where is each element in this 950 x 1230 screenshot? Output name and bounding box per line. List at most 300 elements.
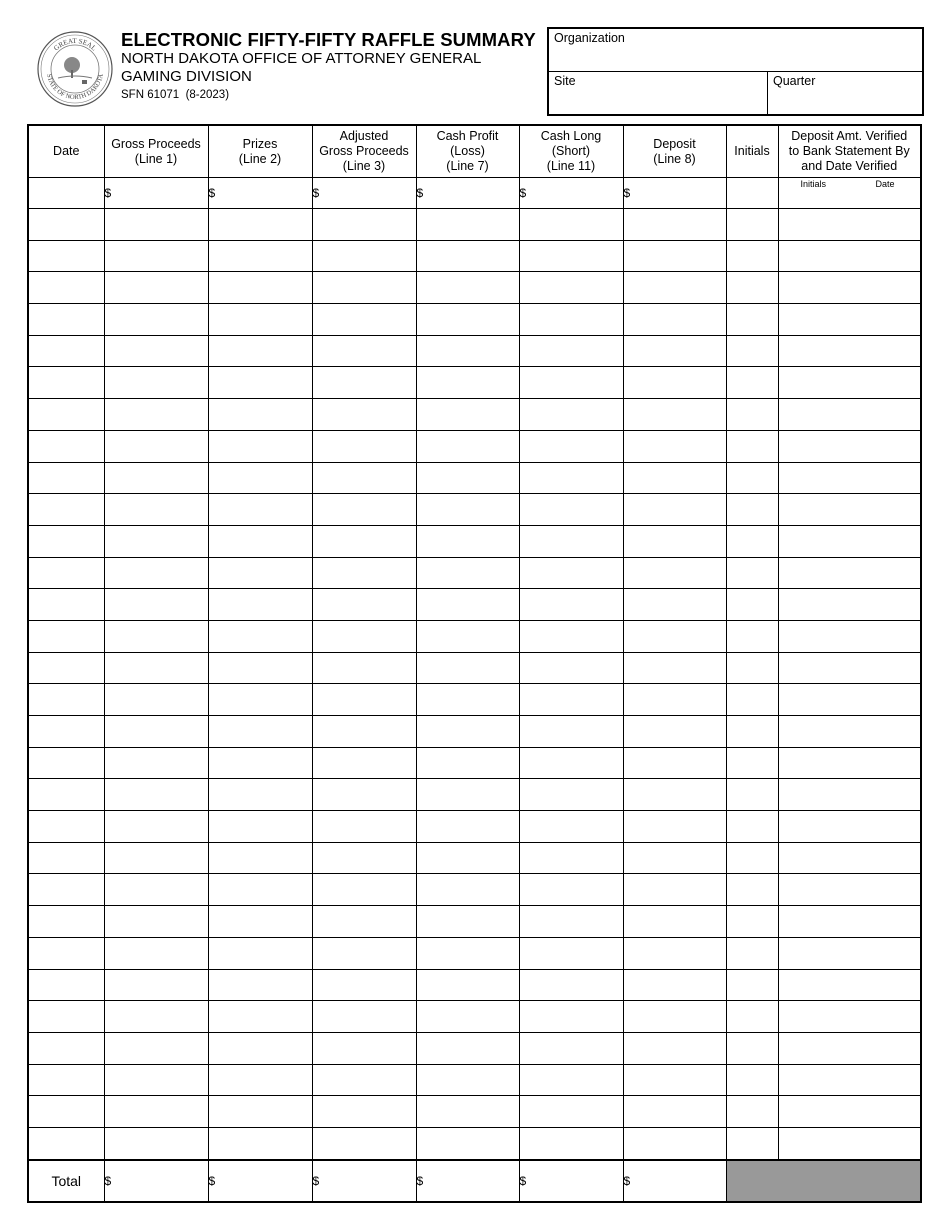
- cell-prizes[interactable]: [208, 430, 312, 462]
- column-header-deposit: [623, 125, 726, 178]
- cell-deposit-verified[interactable]: [778, 684, 921, 716]
- cell-deposit-verified[interactable]: [778, 304, 921, 336]
- cell-cash-profit-loss[interactable]: [416, 367, 519, 399]
- cell-prizes[interactable]: [208, 747, 312, 779]
- cell-date[interactable]: [28, 1001, 104, 1033]
- cell-gross-proceeds[interactable]: [104, 462, 208, 494]
- cell-deposit-verified[interactable]: [778, 240, 921, 272]
- cell-prizes[interactable]: [208, 1096, 312, 1128]
- cell-cash-profit-loss[interactable]: [416, 304, 519, 336]
- cell-initials[interactable]: [726, 335, 778, 367]
- cell-date[interactable]: [28, 335, 104, 367]
- cell-date[interactable]: [28, 842, 104, 874]
- cell-deposit-verified[interactable]: [778, 1001, 921, 1033]
- cell-deposit-verified[interactable]: [778, 399, 921, 431]
- cell-cash-profit-loss[interactable]: [416, 272, 519, 304]
- cell-gross-proceeds[interactable]: [104, 1064, 208, 1096]
- cell-prizes[interactable]: [208, 209, 312, 241]
- cell-initials[interactable]: [726, 1064, 778, 1096]
- cell-date[interactable]: [28, 747, 104, 779]
- cell-initials[interactable]: [726, 1032, 778, 1064]
- cell-deposit-verified[interactable]: [778, 589, 921, 621]
- cell-prizes[interactable]: [208, 494, 312, 526]
- cell-prizes[interactable]: [208, 652, 312, 684]
- cell-deposit[interactable]: [623, 937, 726, 969]
- cell-prizes[interactable]: [208, 874, 312, 906]
- cell-deposit[interactable]: [623, 525, 726, 557]
- cell-deposit[interactable]: [623, 652, 726, 684]
- cell-gross-proceeds[interactable]: [104, 272, 208, 304]
- shaded-total-cell: [726, 1160, 921, 1202]
- cell-prizes[interactable]: [208, 525, 312, 557]
- cell-initials[interactable]: [726, 684, 778, 716]
- cell-initials[interactable]: [726, 1096, 778, 1128]
- cell-adjusted-gross-proceeds[interactable]: [312, 937, 416, 969]
- cell-initials[interactable]: [726, 779, 778, 811]
- cell-initials[interactable]: [726, 367, 778, 399]
- cell-cash-long-short[interactable]: [519, 906, 623, 938]
- cell-initials[interactable]: [726, 1001, 778, 1033]
- cell-prizes[interactable]: [208, 335, 312, 367]
- cell-cash-profit-loss[interactable]: [416, 494, 519, 526]
- cell-cash-long-short[interactable]: [519, 779, 623, 811]
- cell-cash-long-short[interactable]: [519, 842, 623, 874]
- cell-prizes[interactable]: [208, 240, 312, 272]
- cell-initials[interactable]: [726, 462, 778, 494]
- cell-prizes[interactable]: [208, 1127, 312, 1159]
- cell-cash-long-short[interactable]: [519, 462, 623, 494]
- cell-cash-long-short[interactable]: [519, 969, 623, 1001]
- cell-deposit-verified[interactable]: [778, 1032, 921, 1064]
- cell-date[interactable]: [28, 620, 104, 652]
- cell-gross-proceeds[interactable]: [104, 684, 208, 716]
- cell-adjusted-gross-proceeds[interactable]: [312, 399, 416, 431]
- cell-deposit[interactable]: [623, 494, 726, 526]
- cell-prizes[interactable]: [208, 811, 312, 843]
- cell-initials[interactable]: [726, 906, 778, 938]
- cell-deposit[interactable]: [623, 811, 726, 843]
- cell-cash-profit-loss[interactable]: [416, 937, 519, 969]
- cell-initials[interactable]: [726, 178, 778, 209]
- cell-deposit-verified[interactable]: [778, 272, 921, 304]
- site-field[interactable]: [549, 72, 768, 114]
- cell-deposit[interactable]: [623, 557, 726, 589]
- cell-cash-long-short[interactable]: [519, 304, 623, 336]
- cell-date[interactable]: [28, 494, 104, 526]
- cell-cash-profit-loss[interactable]: [416, 811, 519, 843]
- table-row: [28, 1064, 921, 1096]
- cell-cash-profit-loss[interactable]: [416, 335, 519, 367]
- cell-adjusted-gross-proceeds[interactable]: [312, 620, 416, 652]
- cell-cash-profit-loss[interactable]: [416, 589, 519, 621]
- cell-cash-profit-loss[interactable]: [416, 1001, 519, 1033]
- cell-initials[interactable]: [726, 494, 778, 526]
- cell-gross-proceeds[interactable]: [104, 842, 208, 874]
- cell-cash-long-short[interactable]: [519, 874, 623, 906]
- cell-cash-long-short[interactable]: [519, 684, 623, 716]
- cell-adjusted-gross-proceeds[interactable]: [312, 716, 416, 748]
- cell-adjusted-gross-proceeds[interactable]: [312, 589, 416, 621]
- cell-date[interactable]: [28, 1064, 104, 1096]
- site-label: Site: [554, 74, 576, 88]
- cell-cash-long-short[interactable]: [519, 652, 623, 684]
- cell-initials[interactable]: [726, 811, 778, 843]
- cell-gross-proceeds[interactable]: [104, 652, 208, 684]
- cell-date[interactable]: [28, 779, 104, 811]
- cell-deposit[interactable]: [623, 209, 726, 241]
- cell-adjusted-gross-proceeds[interactable]: [312, 557, 416, 589]
- cell-deposit-verified[interactable]: [778, 937, 921, 969]
- cell-adjusted-gross-proceeds[interactable]: [312, 1096, 416, 1128]
- cell-initials[interactable]: [726, 747, 778, 779]
- total-prizes[interactable]: $: [208, 1160, 312, 1202]
- cell-deposit[interactable]: [623, 684, 726, 716]
- cell-deposit[interactable]: [623, 1001, 726, 1033]
- cell-initials[interactable]: [726, 399, 778, 431]
- cell-prizes[interactable]: [208, 779, 312, 811]
- cell-initials[interactable]: [726, 430, 778, 462]
- cell-deposit[interactable]: $: [623, 178, 726, 209]
- column-header-text: (Line 1): [134, 151, 178, 166]
- cell-deposit-verified[interactable]: [778, 335, 921, 367]
- cell-prizes[interactable]: [208, 716, 312, 748]
- table-row: [28, 367, 921, 399]
- cell-cash-profit-loss[interactable]: $: [416, 178, 519, 209]
- cell-deposit-verified[interactable]: [778, 430, 921, 462]
- cell-adjusted-gross-proceeds[interactable]: [312, 367, 416, 399]
- cell-adjusted-gross-proceeds[interactable]: [312, 335, 416, 367]
- table-row: [28, 1096, 921, 1128]
- cell-prizes[interactable]: [208, 684, 312, 716]
- cell-deposit-verified[interactable]: [778, 969, 921, 1001]
- cell-cash-profit-loss[interactable]: [416, 399, 519, 431]
- cell-adjusted-gross-proceeds[interactable]: [312, 1032, 416, 1064]
- cell-date[interactable]: [28, 811, 104, 843]
- cell-cash-long-short[interactable]: [519, 367, 623, 399]
- cell-deposit-verified[interactable]: [778, 525, 921, 557]
- cell-gross-proceeds[interactable]: [104, 1096, 208, 1128]
- cell-prizes[interactable]: $: [208, 178, 312, 209]
- cell-deposit-verified[interactable]: [778, 716, 921, 748]
- cell-prizes[interactable]: [208, 842, 312, 874]
- cell-cash-long-short[interactable]: [519, 272, 623, 304]
- cell-cash-profit-loss[interactable]: [416, 209, 519, 241]
- cell-initials[interactable]: [726, 240, 778, 272]
- cell-cash-profit-loss[interactable]: [416, 1064, 519, 1096]
- cell-deposit[interactable]: [623, 462, 726, 494]
- cell-prizes[interactable]: [208, 1064, 312, 1096]
- cell-cash-profit-loss[interactable]: [416, 652, 519, 684]
- cell-deposit[interactable]: [623, 747, 726, 779]
- cell-deposit-verified[interactable]: [778, 178, 921, 209]
- cell-deposit-verified[interactable]: [778, 1127, 921, 1159]
- cell-adjusted-gross-proceeds[interactable]: [312, 906, 416, 938]
- cell-gross-proceeds[interactable]: [104, 430, 208, 462]
- cell-deposit-verified[interactable]: [778, 557, 921, 589]
- cell-deposit-verified[interactable]: [778, 842, 921, 874]
- cell-cash-profit-loss[interactable]: [416, 874, 519, 906]
- cell-prizes[interactable]: [208, 969, 312, 1001]
- cell-cash-profit-loss[interactable]: [416, 240, 519, 272]
- cell-cash-long-short[interactable]: [519, 937, 623, 969]
- cell-initials[interactable]: [726, 589, 778, 621]
- cell-gross-proceeds[interactable]: [104, 969, 208, 1001]
- cell-prizes[interactable]: [208, 589, 312, 621]
- cell-adjusted-gross-proceeds[interactable]: [312, 1064, 416, 1096]
- cell-cash-long-short[interactable]: $: [519, 178, 623, 209]
- cell-adjusted-gross-proceeds[interactable]: [312, 430, 416, 462]
- cell-initials[interactable]: [726, 209, 778, 241]
- cell-initials[interactable]: [726, 557, 778, 589]
- table-row: [28, 842, 921, 874]
- cell-cash-long-short[interactable]: [519, 716, 623, 748]
- cell-date[interactable]: [28, 557, 104, 589]
- cell-gross-proceeds[interactable]: [104, 304, 208, 336]
- cell-cash-profit-loss[interactable]: [416, 620, 519, 652]
- cell-deposit[interactable]: [623, 240, 726, 272]
- cell-gross-proceeds[interactable]: [104, 525, 208, 557]
- cell-cash-long-short[interactable]: [519, 209, 623, 241]
- total-adjusted-gross-proceeds[interactable]: $: [312, 1160, 416, 1202]
- cell-gross-proceeds[interactable]: [104, 335, 208, 367]
- cell-adjusted-gross-proceeds[interactable]: [312, 874, 416, 906]
- total-deposit[interactable]: $: [623, 1160, 726, 1202]
- cell-cash-long-short[interactable]: [519, 494, 623, 526]
- cell-adjusted-gross-proceeds[interactable]: [312, 462, 416, 494]
- cell-cash-profit-loss[interactable]: [416, 779, 519, 811]
- cell-prizes[interactable]: [208, 906, 312, 938]
- cell-deposit-verified[interactable]: [778, 874, 921, 906]
- cell-cash-long-short[interactable]: [519, 1127, 623, 1159]
- cell-deposit-verified[interactable]: [778, 779, 921, 811]
- organization-field[interactable]: [549, 29, 922, 72]
- cell-date[interactable]: [28, 652, 104, 684]
- cell-date[interactable]: [28, 399, 104, 431]
- cell-date[interactable]: [28, 525, 104, 557]
- cell-deposit[interactable]: [623, 335, 726, 367]
- cell-deposit[interactable]: [623, 1127, 726, 1159]
- cell-gross-proceeds[interactable]: [104, 557, 208, 589]
- cell-cash-long-short[interactable]: [519, 747, 623, 779]
- cell-date[interactable]: [28, 462, 104, 494]
- cell-cash-profit-loss[interactable]: [416, 842, 519, 874]
- cell-deposit[interactable]: [623, 842, 726, 874]
- cell-date[interactable]: [28, 304, 104, 336]
- cell-date[interactable]: [28, 209, 104, 241]
- total-cash-profit-loss[interactable]: $: [416, 1160, 519, 1202]
- cell-date[interactable]: [28, 716, 104, 748]
- cell-deposit[interactable]: [623, 874, 726, 906]
- cell-deposit-verified[interactable]: [778, 209, 921, 241]
- cell-deposit[interactable]: [623, 399, 726, 431]
- cell-cash-profit-loss[interactable]: [416, 430, 519, 462]
- cell-gross-proceeds[interactable]: [104, 240, 208, 272]
- cell-cash-profit-loss[interactable]: [416, 906, 519, 938]
- cell-prizes[interactable]: [208, 462, 312, 494]
- column-header-text: Cash Long: [540, 129, 602, 143]
- cell-deposit[interactable]: [623, 1032, 726, 1064]
- cell-deposit[interactable]: [623, 367, 726, 399]
- cell-gross-proceeds[interactable]: [104, 1001, 208, 1033]
- cell-cash-long-short[interactable]: [519, 557, 623, 589]
- cell-gross-proceeds[interactable]: [104, 779, 208, 811]
- cell-initials[interactable]: [726, 842, 778, 874]
- cell-deposit[interactable]: [623, 1064, 726, 1096]
- cell-gross-proceeds[interactable]: [104, 589, 208, 621]
- cell-gross-proceeds[interactable]: [104, 1032, 208, 1064]
- cell-adjusted-gross-proceeds[interactable]: [312, 842, 416, 874]
- cell-deposit[interactable]: [623, 906, 726, 938]
- cell-date[interactable]: [28, 367, 104, 399]
- cell-prizes[interactable]: [208, 937, 312, 969]
- cell-deposit-verified[interactable]: [778, 620, 921, 652]
- cell-deposit-verified[interactable]: [778, 652, 921, 684]
- cell-date[interactable]: [28, 874, 104, 906]
- cell-adjusted-gross-proceeds[interactable]: [312, 525, 416, 557]
- cell-cash-long-short[interactable]: [519, 1064, 623, 1096]
- cell-cash-profit-loss[interactable]: [416, 557, 519, 589]
- cell-deposit-verified[interactable]: [778, 462, 921, 494]
- cell-cash-profit-loss[interactable]: [416, 1096, 519, 1128]
- cell-deposit[interactable]: [623, 1096, 726, 1128]
- cell-cash-long-short[interactable]: [519, 811, 623, 843]
- cell-adjusted-gross-proceeds[interactable]: [312, 209, 416, 241]
- cell-initials[interactable]: [726, 620, 778, 652]
- cell-deposit[interactable]: [623, 779, 726, 811]
- cell-deposit[interactable]: [623, 589, 726, 621]
- cell-initials[interactable]: [726, 716, 778, 748]
- cell-cash-long-short[interactable]: [519, 399, 623, 431]
- cell-initials[interactable]: [726, 304, 778, 336]
- column-header-text: Adjusted: [339, 129, 389, 143]
- cell-cash-long-short[interactable]: [519, 1096, 623, 1128]
- cell-cash-profit-loss[interactable]: [416, 716, 519, 748]
- cell-prizes[interactable]: [208, 1001, 312, 1033]
- cell-adjusted-gross-proceeds[interactable]: [312, 652, 416, 684]
- cell-cash-profit-loss[interactable]: [416, 525, 519, 557]
- total-cash-long-short[interactable]: $: [519, 1160, 623, 1202]
- cell-cash-profit-loss[interactable]: [416, 1032, 519, 1064]
- cell-initials[interactable]: [726, 874, 778, 906]
- cell-prizes[interactable]: [208, 1032, 312, 1064]
- cell-initials[interactable]: [726, 525, 778, 557]
- cell-deposit-verified[interactable]: [778, 811, 921, 843]
- cell-date[interactable]: [28, 1096, 104, 1128]
- cell-cash-profit-loss[interactable]: [416, 462, 519, 494]
- cell-cash-profit-loss[interactable]: [416, 747, 519, 779]
- cell-date[interactable]: [28, 1032, 104, 1064]
- cell-date[interactable]: [28, 906, 104, 938]
- cell-gross-proceeds[interactable]: [104, 811, 208, 843]
- cell-deposit[interactable]: [623, 272, 726, 304]
- cell-deposit[interactable]: [623, 716, 726, 748]
- cell-date[interactable]: [28, 240, 104, 272]
- cell-adjusted-gross-proceeds[interactable]: [312, 304, 416, 336]
- total-gross-proceeds[interactable]: $: [104, 1160, 208, 1202]
- quarter-field[interactable]: [768, 72, 922, 114]
- cell-adjusted-gross-proceeds[interactable]: [312, 1001, 416, 1033]
- cell-deposit-verified[interactable]: [778, 367, 921, 399]
- cell-cash-long-short[interactable]: [519, 335, 623, 367]
- cell-date[interactable]: [28, 178, 104, 209]
- cell-prizes[interactable]: [208, 304, 312, 336]
- cell-deposit[interactable]: [623, 430, 726, 462]
- cell-adjusted-gross-proceeds[interactable]: [312, 272, 416, 304]
- cell-deposit[interactable]: [623, 620, 726, 652]
- cell-initials[interactable]: [726, 1127, 778, 1159]
- cell-deposit-verified[interactable]: [778, 1096, 921, 1128]
- cell-prizes[interactable]: [208, 557, 312, 589]
- cell-adjusted-gross-proceeds[interactable]: $: [312, 178, 416, 209]
- cell-gross-proceeds[interactable]: [104, 367, 208, 399]
- table-row: [28, 304, 921, 336]
- cell-date[interactable]: [28, 969, 104, 1001]
- cell-deposit[interactable]: [623, 969, 726, 1001]
- cell-gross-proceeds[interactable]: $: [104, 178, 208, 209]
- cell-prizes[interactable]: [208, 367, 312, 399]
- cell-date[interactable]: [28, 430, 104, 462]
- cell-gross-proceeds[interactable]: [104, 747, 208, 779]
- cell-deposit-verified[interactable]: [778, 494, 921, 526]
- cell-cash-long-short[interactable]: [519, 430, 623, 462]
- cell-gross-proceeds[interactable]: [104, 209, 208, 241]
- cell-gross-proceeds[interactable]: [104, 399, 208, 431]
- cell-gross-proceeds[interactable]: [104, 937, 208, 969]
- cell-adjusted-gross-proceeds[interactable]: [312, 747, 416, 779]
- cell-deposit-verified[interactable]: [778, 1064, 921, 1096]
- cell-cash-long-short[interactable]: [519, 1001, 623, 1033]
- cell-date[interactable]: [28, 1127, 104, 1159]
- cell-deposit-verified[interactable]: [778, 906, 921, 938]
- cell-gross-proceeds[interactable]: [104, 874, 208, 906]
- cell-adjusted-gross-proceeds[interactable]: [312, 811, 416, 843]
- cell-adjusted-gross-proceeds[interactable]: [312, 494, 416, 526]
- cell-gross-proceeds[interactable]: [104, 1127, 208, 1159]
- cell-cash-long-short[interactable]: [519, 1032, 623, 1064]
- cell-date[interactable]: [28, 684, 104, 716]
- cell-date[interactable]: [28, 589, 104, 621]
- cell-prizes[interactable]: [208, 272, 312, 304]
- cell-adjusted-gross-proceeds[interactable]: [312, 240, 416, 272]
- cell-initials[interactable]: [726, 652, 778, 684]
- cell-deposit[interactable]: [623, 304, 726, 336]
- cell-adjusted-gross-proceeds[interactable]: [312, 684, 416, 716]
- cell-initials[interactable]: [726, 272, 778, 304]
- cell-adjusted-gross-proceeds[interactable]: [312, 779, 416, 811]
- cell-adjusted-gross-proceeds[interactable]: [312, 1127, 416, 1159]
- cell-date[interactable]: [28, 937, 104, 969]
- cell-deposit-verified[interactable]: [778, 747, 921, 779]
- cell-cash-profit-loss[interactable]: [416, 1127, 519, 1159]
- cell-gross-proceeds[interactable]: [104, 906, 208, 938]
- column-header-prizes: [208, 125, 312, 178]
- cell-gross-proceeds[interactable]: [104, 620, 208, 652]
- cell-date[interactable]: [28, 272, 104, 304]
- cell-initials[interactable]: [726, 969, 778, 1001]
- cell-gross-proceeds[interactable]: [104, 494, 208, 526]
- cell-cash-long-short[interactable]: [519, 589, 623, 621]
- cell-cash-long-short[interactable]: [519, 620, 623, 652]
- cell-initials[interactable]: [726, 937, 778, 969]
- cell-cash-profit-loss[interactable]: [416, 969, 519, 1001]
- cell-cash-long-short[interactable]: [519, 240, 623, 272]
- cell-cash-profit-loss[interactable]: [416, 684, 519, 716]
- cell-adjusted-gross-proceeds[interactable]: [312, 969, 416, 1001]
- cell-cash-long-short[interactable]: [519, 525, 623, 557]
- cell-prizes[interactable]: [208, 620, 312, 652]
- cell-gross-proceeds[interactable]: [104, 716, 208, 748]
- cell-prizes[interactable]: [208, 399, 312, 431]
